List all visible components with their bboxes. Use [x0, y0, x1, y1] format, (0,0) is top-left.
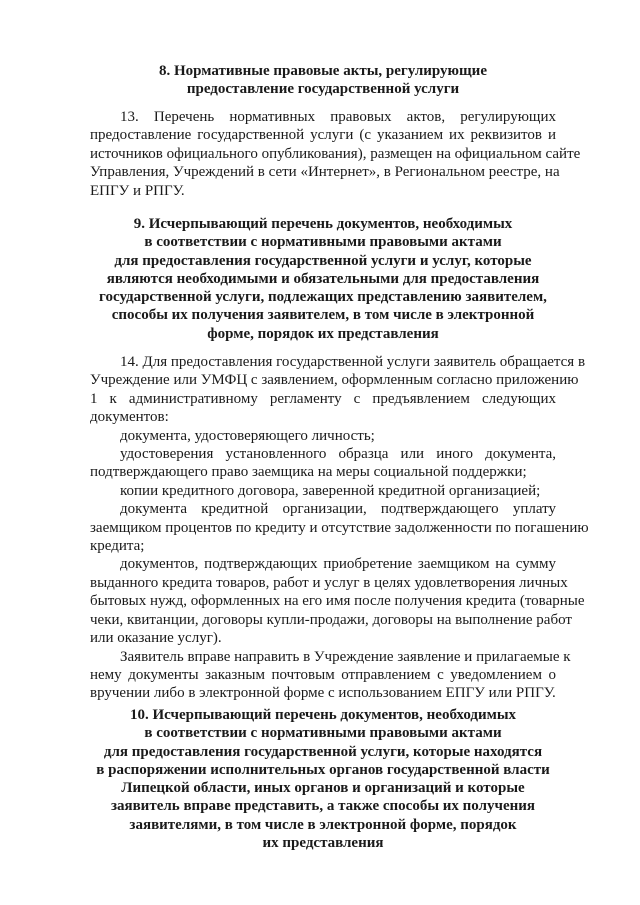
section-8-heading [90, 62, 556, 99]
list-item-purchase-documents: документов, подтверждающих приобретение заемщиком на сумму [120, 556, 556, 573]
heading-line: заявителями, в том числе в электронной форме, порядок [129, 816, 517, 833]
text-line: чеки, квитанции, договоры купли-продажи, договоры на выполнение работ [90, 611, 572, 628]
text-line: источников официального опубликования), размещен на официальном сайте [90, 145, 581, 162]
section-10-heading [90, 706, 556, 852]
text-line: 13. Перечень нормативных правовых актов, регулирующих [120, 109, 556, 125]
text-line: бытовых нужд, оформленных на его имя после получения кредита (товарные [90, 593, 585, 610]
heading-line: 10. Исчерпывающий перечень документов, необходимых [129, 707, 517, 723]
heading-line: государственной услуги, подлежащих представлению заявителем, [99, 289, 547, 306]
heading-line: для предоставления государственной услуги, которые находятся [103, 743, 543, 760]
heading-line: 9. Исчерпывающий перечень документов, необходимых [133, 216, 513, 232]
heading-line: в соответствии с нормативными правовыми актами [144, 725, 502, 742]
text-line: Учреждение или УМФЦ с заявлением, оформленным согласно приложению [90, 372, 579, 389]
text-line: 1 к административному регламенту с предъявлением следующих [90, 390, 556, 407]
heading-line: 8. Нормативные правовые акты, регулирующие [158, 63, 487, 79]
text-line: кредита; [90, 538, 145, 555]
text-line: подтверждающего право заемщика на меры социальной поддержки; [90, 464, 527, 481]
text-line: документов: [90, 409, 169, 426]
list-item-certificate: удостоверения установленного образца или иного документа, [120, 446, 556, 463]
text-line: ЕПГУ и РПГУ. [90, 182, 185, 199]
paragraph-14 [90, 353, 589, 703]
text-line: 14. Для предоставления государственной услуги заявитель обращается в [120, 354, 586, 370]
section-9-heading [90, 215, 556, 343]
text-line: Управления, Учреждений в сети «Интернет», в Региональном реестре, на [90, 164, 560, 181]
text-line: выданного кредита товаров, работ и услуг в целях удовлетворения личных [90, 574, 568, 591]
heading-line: предоставление государственной услуги [186, 81, 460, 98]
text-line: предоставление государственной услуги (с указанием их реквизитов и [90, 127, 556, 144]
paragraph-mail-submission: Заявитель вправе направить в Учреждение заявление и прилагаемые к [120, 648, 571, 665]
text-line: или оказание услуг). [90, 630, 222, 647]
text-line: вручении либо в электронной форме с использованием ЕПГУ или РПГУ. [90, 685, 556, 702]
text-line: нему документы заказным почтовым отправлением с уведомлением о [90, 666, 556, 683]
heading-line: форме, порядок их представления [207, 325, 439, 342]
list-item-id-document: документа, удостоверяющего личность; [120, 427, 375, 444]
heading-line: заявитель вправе представить, а также способы их получения [110, 798, 536, 815]
list-item-bank-document: документа кредитной организации, подтверждающего уплату [120, 501, 556, 518]
heading-line: способы их получения заявителем, в том числе в электронной [111, 307, 535, 324]
heading-line: являются необходимыми и обязательными для предоставления [106, 270, 540, 287]
heading-line: их представления [262, 835, 384, 852]
paragraph-13 [90, 108, 581, 200]
heading-line: в соответствии с нормативными правовыми актами [144, 234, 502, 251]
heading-line: в распоряжении исполнительных органов государственной власти [96, 761, 550, 778]
list-item-loan-agreement: копии кредитного договора, заверенной кредитной организацией; [120, 482, 541, 499]
heading-line: Липецкой области, иных органов и организаций и которые [121, 780, 525, 797]
text-line: заемщиком процентов по кредиту и отсутствие задолженности по погашению [90, 519, 589, 536]
heading-line: для предоставления государственной услуги и услуг, которые [114, 252, 532, 269]
